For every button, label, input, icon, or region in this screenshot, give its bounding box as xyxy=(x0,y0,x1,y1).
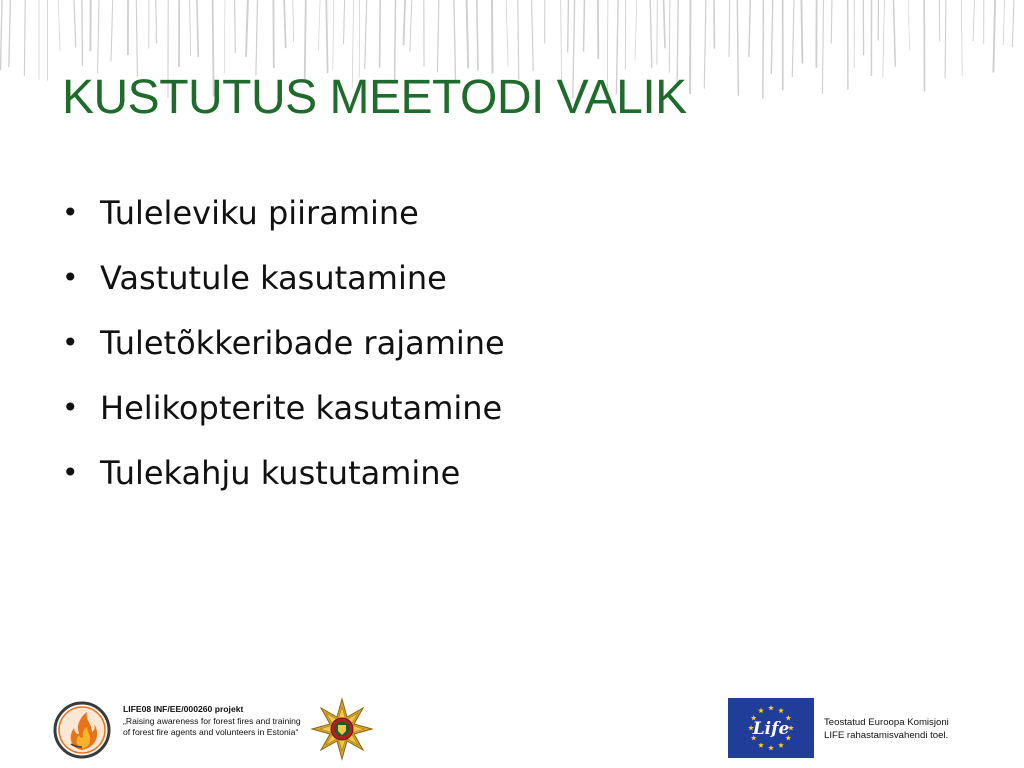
grass-stroke xyxy=(24,0,25,75)
grass-stroke xyxy=(256,0,258,75)
grass-stroke xyxy=(823,0,824,93)
grass-stroke xyxy=(305,0,306,80)
grass-stroke xyxy=(197,0,198,56)
bullet-item xyxy=(62,382,505,447)
bullet-text: Tuleleviku piiramine xyxy=(100,194,419,232)
grass-stroke xyxy=(492,0,493,73)
grass-stroke xyxy=(831,0,832,43)
grass-stroke xyxy=(9,0,11,67)
grass-stroke xyxy=(961,0,962,76)
grass-stroke xyxy=(293,0,294,42)
grass-stroke xyxy=(326,0,327,72)
grass-stroke xyxy=(532,0,534,70)
grass-stroke xyxy=(690,0,691,93)
grass-stroke xyxy=(404,0,406,45)
grass-stroke xyxy=(973,0,975,41)
eu-life-logo xyxy=(728,698,814,758)
rescue-emblem xyxy=(310,697,374,761)
bullet-text: Tuletõkkeribade rajamine xyxy=(100,324,505,362)
grass-stroke xyxy=(467,0,469,68)
grass-stroke xyxy=(737,0,738,95)
grass-stroke xyxy=(771,0,773,73)
life-logo-text: Life xyxy=(752,719,790,739)
grass-stroke xyxy=(792,0,794,77)
grass-stroke xyxy=(945,0,946,78)
funding-line-1: Teostatud Euroopa Komisjoni xyxy=(824,717,949,728)
grass-stroke xyxy=(664,0,665,48)
grass-stroke xyxy=(477,0,478,70)
project-info xyxy=(123,704,303,739)
grass-stroke xyxy=(635,0,637,60)
grass-stroke xyxy=(246,0,248,56)
funding-info xyxy=(824,717,1019,742)
grass-stroke xyxy=(136,0,137,76)
grass-stroke xyxy=(318,0,320,50)
grass-stroke xyxy=(235,0,236,53)
grass-stroke xyxy=(883,0,885,77)
grass-stroke xyxy=(437,0,439,72)
grass-stroke xyxy=(410,0,412,51)
project-code: LIFE08 INF/EE/000260 projekt xyxy=(123,704,244,714)
grass-stroke xyxy=(584,0,585,51)
grass-stroke xyxy=(365,0,367,69)
grass-stroke xyxy=(939,0,940,41)
grass-stroke xyxy=(704,0,706,88)
fire-logo xyxy=(52,700,112,760)
grass-stroke xyxy=(344,0,345,44)
grass-stroke xyxy=(763,0,764,98)
bullet-item xyxy=(62,447,505,512)
bullet-text: Vastutule kasutamine xyxy=(100,259,447,297)
bullet-dot: • xyxy=(62,326,79,359)
grass-stroke xyxy=(801,0,802,63)
grass-stroke xyxy=(1,0,3,69)
grass-stroke xyxy=(657,0,658,64)
bullet-text: Tulekahju kustutamine xyxy=(100,454,461,492)
grass-stroke xyxy=(284,0,286,48)
slide-title: KUSTUTUS MEETODI VALIK xyxy=(62,71,687,124)
bullet-dot: • xyxy=(62,261,79,294)
bullet-item xyxy=(62,187,505,252)
grass-stroke xyxy=(669,0,670,72)
grass-stroke xyxy=(224,0,225,73)
grass-stroke xyxy=(749,0,750,57)
grass-stroke xyxy=(506,0,508,66)
grass-stroke xyxy=(729,0,730,57)
grass-stroke xyxy=(908,0,909,50)
funding-line-2: LIFE rahastamisvahendi toel. xyxy=(824,729,949,741)
grass-stroke xyxy=(380,0,381,67)
bullet-dot: • xyxy=(62,391,79,424)
bullet-dot: • xyxy=(62,456,79,489)
grass-stroke xyxy=(98,0,99,73)
grass-stroke xyxy=(518,0,519,79)
grass-stroke xyxy=(74,0,76,47)
bullet-list xyxy=(62,187,505,512)
project-description: „Raising awareness for forest fires and training of forest fire agents and volunteers in Estonia“ xyxy=(123,715,301,737)
grass-stroke xyxy=(111,0,113,61)
grass-stroke xyxy=(454,0,456,80)
grass-stroke xyxy=(568,0,569,52)
bullet-text: Helikopterite kasutamine xyxy=(100,389,503,427)
grass-stroke xyxy=(993,0,995,72)
grass-stroke xyxy=(561,0,562,80)
grass-stroke xyxy=(333,0,334,70)
grass-stroke xyxy=(650,0,652,67)
grass-stroke xyxy=(58,0,60,51)
bullet-item xyxy=(62,317,505,382)
grass-stroke xyxy=(1003,0,1004,45)
grass-stroke xyxy=(190,0,191,56)
grass-stroke xyxy=(1012,0,1014,47)
bullet-dot: • xyxy=(62,196,79,229)
grass-stroke xyxy=(156,0,157,43)
grass-stroke xyxy=(894,0,896,66)
grass-stroke xyxy=(82,0,83,65)
bullet-item xyxy=(62,252,505,317)
